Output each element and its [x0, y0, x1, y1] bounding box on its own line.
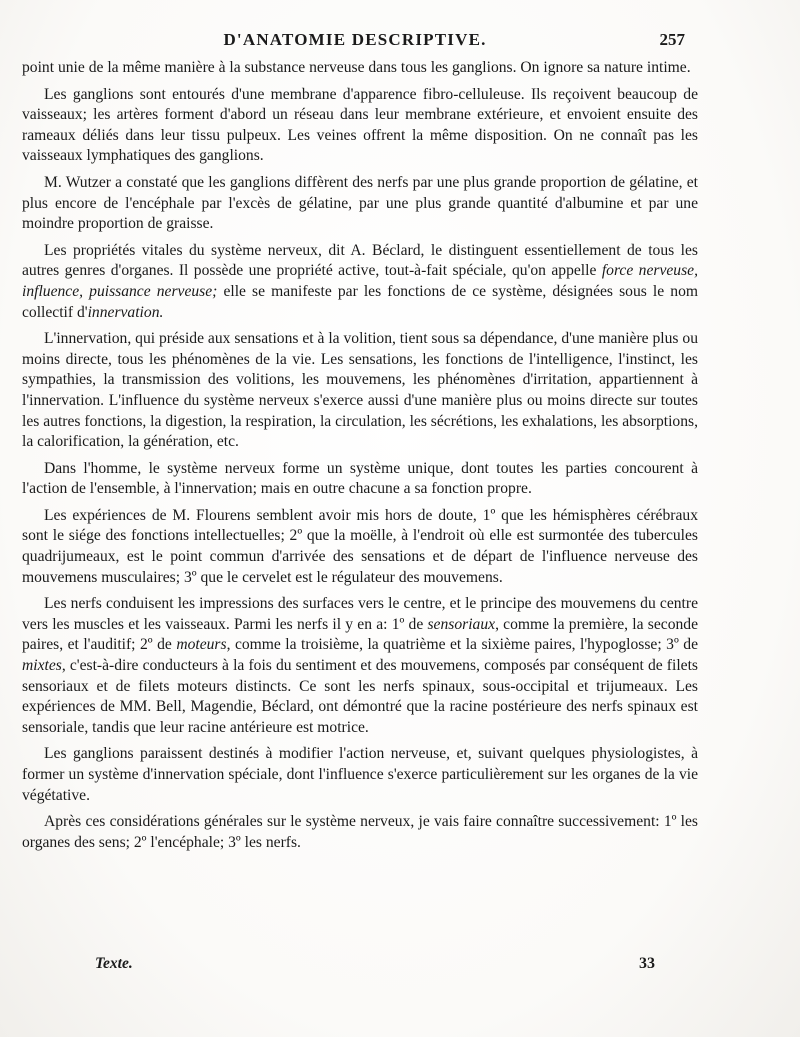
text-run: , c'est-à-dire conducteurs à la fois du sentiment et des mouvemens, composés par conséquent de filets sensoriaux et de filets moteurs distincts. Ce sont les nerfs spinaux, sous-occipital et trijumeaux. Les expériences de MM. Bell, Magendie, Béclard, ont démontré que la racine postérieure des nerfs spinaux est sensoriale, tandis que leur racine antérieure est motrice.	[22, 657, 698, 736]
text-run: Les expériences de M. Flourens semblent avoir mis hors de doute, 1º que les hémisphères cérébraux sont le siége des fonctions intellectuelles; 2º que la moëlle, à l'endroit où elle est surmontée des tubercules quadrijumeaux, est le point commun d'arrivée des sensations et de départ de l'influence nerveuse des mouvemens musculaires; 3º que le cervelet est le régulateur des mouvemens.	[22, 506, 698, 586]
text-run: , comme la troisième, la quatrième et la sixième paires, l'hypoglosse; 3º de	[226, 636, 698, 654]
italic-term: moteurs	[176, 636, 227, 654]
paragraph	[22, 58, 698, 79]
paragraph	[22, 744, 698, 806]
text-run: , comme la première, la seconde paires, et l'auditif; 2º de	[22, 615, 699, 654]
paragraph	[22, 812, 698, 853]
text-run: M. Wutzer a constaté que les ganglions diffèrent des nerfs par une plus grande proportion de gélatine, et plus encore de l'encéphale par l'excès de gélatine, par une plus grande quantité d'albumine et par une moindre proportion de graisse.	[22, 173, 698, 233]
text-run: point unie de la même manière à la substance nerveuse dans tous les ganglions. On ignore sa nature intime.	[22, 59, 691, 76]
paragraph	[22, 241, 698, 323]
text-run: Après ces considérations générales sur le système nerveux, je vais faire connaître successivement: 1º les organes des sens; 2º l'encéphale; 3º les nerfs.	[22, 813, 698, 851]
body-text	[22, 58, 698, 859]
paragraph	[22, 85, 698, 167]
paragraph	[22, 173, 698, 235]
text-run: Les nerfs conduisent les impressions des surfaces vers le centre, et le principe des mouvemens du centre vers les muscles et les vaisseaux. Parmi les nerfs il y en a: 1º de	[22, 595, 698, 633]
italic-term: sensoriaux	[427, 615, 496, 633]
page-footer	[95, 955, 655, 979]
page-header	[25, 30, 685, 54]
text-run: Dans l'homme, le système nerveux forme un système unique, dont toutes les parties concourent à l'action de l'ensemble, à l'innervation; mais en outre chacune a sa fonction propre.	[22, 459, 698, 498]
italic-term: innervation.	[87, 303, 164, 321]
italic-term: force nerveuse, influence, puissance nerveuse;	[22, 262, 698, 300]
text-run: L'innervation, qui préside aux sensations et à la volition, tient sous sa dépendance, d'une manière plus ou moins directe, tous les phénomènes de la vie. Les sensations, les fonctions de l'intelligence, l'instinct, les sympathies, la transmission des volitions, les mouvemens, les phénomènes d'irritation, appartiennent à l'innervation. L'influence du système nerveux s'exerce aussi d'une manière plus ou moins directe sur toutes les autres fonctions, la digestion, la respiration, la circulation, les sécrétions, les exhalations, les absorptions, la calorification, la génération, etc.	[22, 330, 698, 451]
text-run: Les ganglions sont entourés d'une membrane d'apparence fibro-celluleuse. Ils reçoivent beaucoup de vaisseaux; les artères forment d'abord un réseau dans leur membrane extérieure, et envoient ensuite des rameaux déliés dans leur tissu pulpeux. Les veines offrent la même disposition. On ne connaît pas les vaisseaux lymphatiques des ganglions.	[22, 85, 698, 165]
sheet-number: 33	[639, 955, 655, 972]
text-run: Les ganglions paraissent destinés à modifier l'action nerveuse, et, suivant quelques physiologistes, à former un système d'innervation spéciale, dont l'influence s'exerce particulièrement sur les organes de la vie végétative.	[22, 745, 698, 804]
text-run: Les propriétés vitales du système nerveux, dit A. Béclard, le distinguent essentiellement de tous les autres genres d'organes. Il possède une propriété active, tout-à-fait spéciale, qu'on appelle	[22, 241, 698, 280]
italic-term: mixtes	[22, 657, 62, 675]
running-title: D'ANATOMIE DESCRIPTIVE.	[223, 30, 487, 49]
paragraph	[22, 506, 698, 588]
text-run: elle se manifeste par les fonctions de ce système, désignées sous le nom collectif d'	[22, 282, 698, 321]
paragraph	[22, 459, 698, 500]
paragraph	[22, 329, 698, 453]
signature-mark: Texte.	[95, 955, 133, 972]
page-number: 257	[659, 30, 685, 49]
paragraph	[22, 594, 698, 738]
